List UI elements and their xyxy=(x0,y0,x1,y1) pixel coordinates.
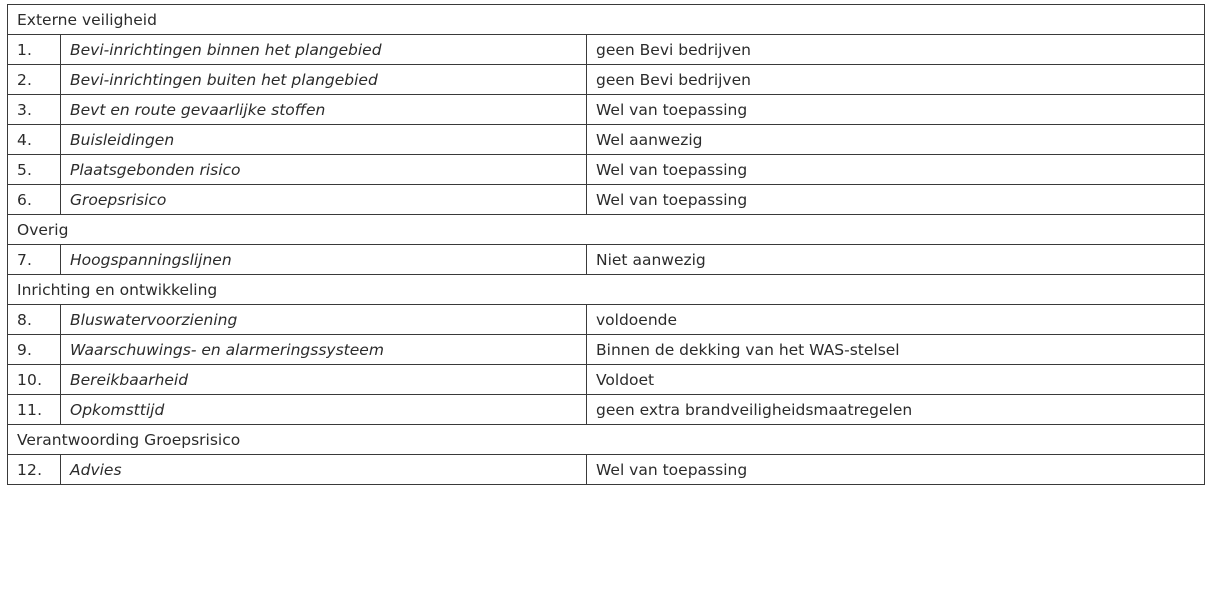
row-value: geen Bevi bedrijven xyxy=(587,35,1205,65)
table-row xyxy=(8,35,1205,65)
row-value: Wel van toepassing xyxy=(587,95,1205,125)
row-subject: Hoogspanningslijnen xyxy=(61,245,587,275)
section-title: Verantwoording Groepsrisico xyxy=(8,425,1205,455)
row-value: Voldoet xyxy=(587,365,1205,395)
row-subject: Buisleidingen xyxy=(61,125,587,155)
row-subject: Waarschuwings- en alarmeringssysteem xyxy=(61,335,587,365)
table-row xyxy=(8,365,1205,395)
row-number: 3. xyxy=(8,95,61,125)
row-subject: Bevt en route gevaarlijke stoffen xyxy=(61,95,587,125)
row-value: Wel van toepassing xyxy=(587,155,1205,185)
row-number: 12. xyxy=(8,455,61,485)
row-subject: Bevi-inrichtingen binnen het plangebied xyxy=(61,35,587,65)
table-row xyxy=(8,125,1205,155)
row-subject: Bevi-inrichtingen buiten het plangebied xyxy=(61,65,587,95)
row-subject: Bluswatervoorziening xyxy=(61,305,587,335)
row-subject: Plaatsgebonden risico xyxy=(61,155,587,185)
row-subject: Groepsrisico xyxy=(61,185,587,215)
table-row xyxy=(8,455,1205,485)
row-number: 2. xyxy=(8,65,61,95)
row-number: 9. xyxy=(8,335,61,365)
safety-assessment-table xyxy=(7,4,1205,485)
section-header-row xyxy=(8,5,1205,35)
row-value: geen Bevi bedrijven xyxy=(587,65,1205,95)
table-row xyxy=(8,185,1205,215)
section-header-row xyxy=(8,215,1205,245)
row-value: Wel aanwezig xyxy=(587,125,1205,155)
row-number: 8. xyxy=(8,305,61,335)
row-value: Wel van toepassing xyxy=(587,455,1205,485)
row-number: 1. xyxy=(8,35,61,65)
row-subject: Bereikbaarheid xyxy=(61,365,587,395)
table-row xyxy=(8,335,1205,365)
section-header-row xyxy=(8,425,1205,455)
row-value: Wel van toepassing xyxy=(587,185,1205,215)
section-title: Inrichting en ontwikkeling xyxy=(8,275,1205,305)
document-page xyxy=(7,4,1204,485)
table-row xyxy=(8,305,1205,335)
row-number: 7. xyxy=(8,245,61,275)
row-subject: Opkomsttijd xyxy=(61,395,587,425)
row-number: 4. xyxy=(8,125,61,155)
row-value: Binnen de dekking van het WAS-stelsel xyxy=(587,335,1205,365)
row-value: Niet aanwezig xyxy=(587,245,1205,275)
table-row xyxy=(8,65,1205,95)
row-subject: Advies xyxy=(61,455,587,485)
row-number: 10. xyxy=(8,365,61,395)
table-row xyxy=(8,95,1205,125)
row-value: voldoende xyxy=(587,305,1205,335)
table-row xyxy=(8,155,1205,185)
row-value: geen extra brandveiligheidsmaatregelen xyxy=(587,395,1205,425)
section-title: Overig xyxy=(8,215,1205,245)
section-header-row xyxy=(8,275,1205,305)
table-row xyxy=(8,245,1205,275)
table-row xyxy=(8,395,1205,425)
row-number: 11. xyxy=(8,395,61,425)
row-number: 6. xyxy=(8,185,61,215)
section-title: Externe veiligheid xyxy=(8,5,1205,35)
row-number: 5. xyxy=(8,155,61,185)
